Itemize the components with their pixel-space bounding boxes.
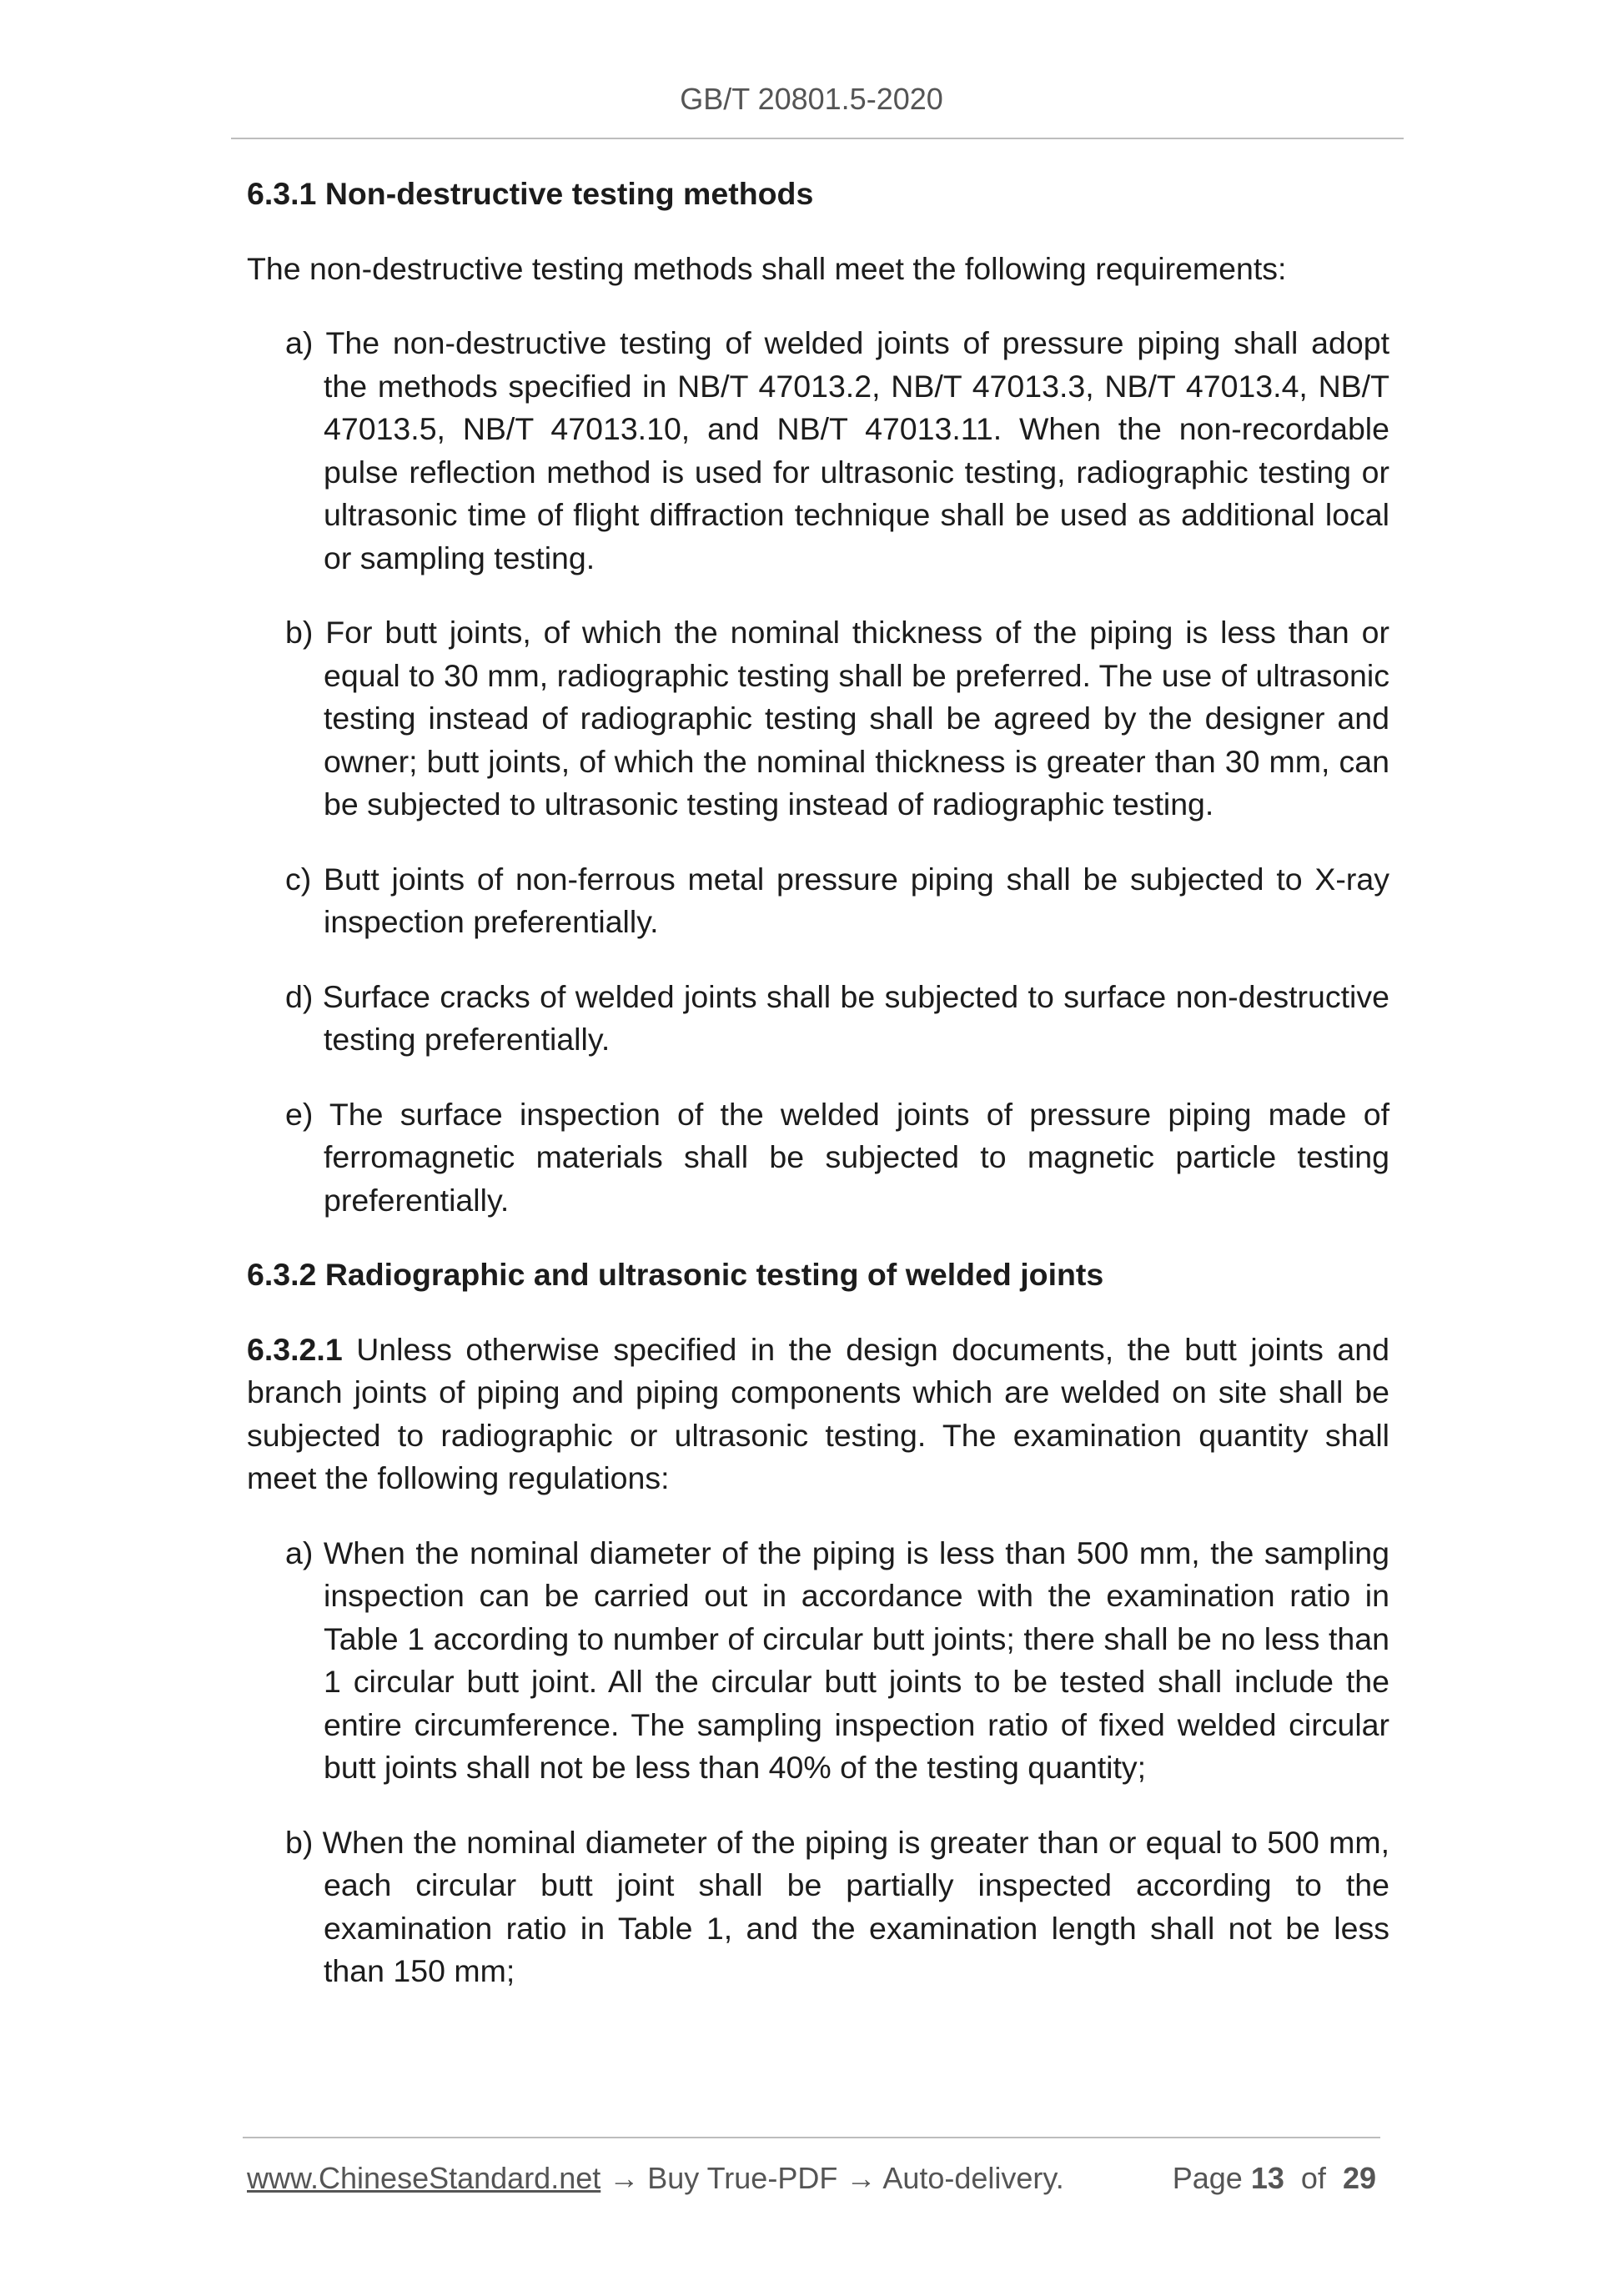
list-item-c: c) Butt joints of non-ferrous metal pressure piping shall be subjected to X-ray inspection preferentially. — [285, 861, 1389, 939]
current-page-number: 13 — [1250, 2161, 1284, 2195]
section-heading-6-3-1: 6.3.1 Non-destructive testing methods — [247, 176, 814, 211]
page-footer — [247, 2158, 1376, 2198]
footer-tagline: → Buy True-PDF → Auto-delivery. — [600, 2161, 1064, 2195]
section-heading-6-3-2: 6.3.2 Radiographic and ultrasonic testing of welded joints — [247, 1257, 1104, 1292]
page-content — [247, 173, 1389, 2025]
list-item-a: a) The non-destructive testing of welded joints of pressure piping shall adopt the methods specified in NB/T 47013.2, NB/T 47013.3, NB/T 47013.4, NB/T 47013.5, NB/T 47013.10, and NB/T 47013.11. When the non-recordable pulse reflection method is used for ultrasonic testing, radiographic testing or ultrasonic time of flight diffraction technique shall be used as additional local or sampling testing. — [285, 325, 1389, 575]
section-intro-paragraph: The non-destructive testing methods shall meet the following requirements: — [247, 250, 1287, 286]
of-word: of — [1300, 2161, 1326, 2195]
document-code-header: GB/T 20801.5-2020 — [680, 82, 943, 116]
list-item-d: d) Surface cracks of welded joints shall be subjected to surface non-destructive testing preferentially. — [285, 978, 1389, 1057]
page-word: Page — [1172, 2161, 1243, 2195]
list-item-b: b) For butt joints, of which the nominal thickness of the piping is less than or equal to 30 mm, radiographic testing shall be preferred. The use of ultrasonic testing instead of radiographic testing shall be agreed by the designer and owner; butt joints, of which the nominal thickness is greater than 30 mm, can be subjected to ultrasonic testing instead of radiographic testing. — [285, 615, 1389, 821]
clause-item-b: b) When the nominal diameter of the piping is greater than or equal to 500 mm, each circular butt joint shall be partially inspected according to the examination ratio in Table 1, and the examination length shall not be less than 150 mm; — [285, 1824, 1389, 1988]
total-pages-number: 29 — [1342, 2161, 1376, 2195]
clause-paragraph-6-3-2-1 — [247, 1329, 1389, 1500]
list-item-e: e) The surface inspection of the welded joints of pressure piping made of ferromagnetic materials shall be subjected to magnetic particle testing preferentially. — [285, 1096, 1389, 1218]
clause-item-a: a) When the nominal diameter of the piping is less than 500 mm, the sampling inspection can be carried out in accordance with the examination ratio in Table 1 according to number of circular butt joints; there shall be no less than 1 circular butt joint. All the circular butt joints to be tested shall include the entire circumference. The sampling inspection ratio of fixed welded circular butt joints shall not be less than 40% of the testing quantity; — [285, 1535, 1389, 1785]
header-divider — [231, 138, 1404, 139]
page-indicator — [1173, 2158, 1376, 2198]
website-link[interactable]: www.ChineseStandard.net — [247, 2161, 601, 2195]
footer-divider — [243, 2137, 1380, 2138]
clause-text: Unless otherwise specified in the design documents, the butt joints and branch joints of piping and piping components which are welded on site shall be subjected to radiographic or ultrasonic testing. The examination quantity shall meet the following regulations: — [247, 1331, 1389, 1495]
clause-number: 6.3.2.1 — [247, 1331, 343, 1367]
